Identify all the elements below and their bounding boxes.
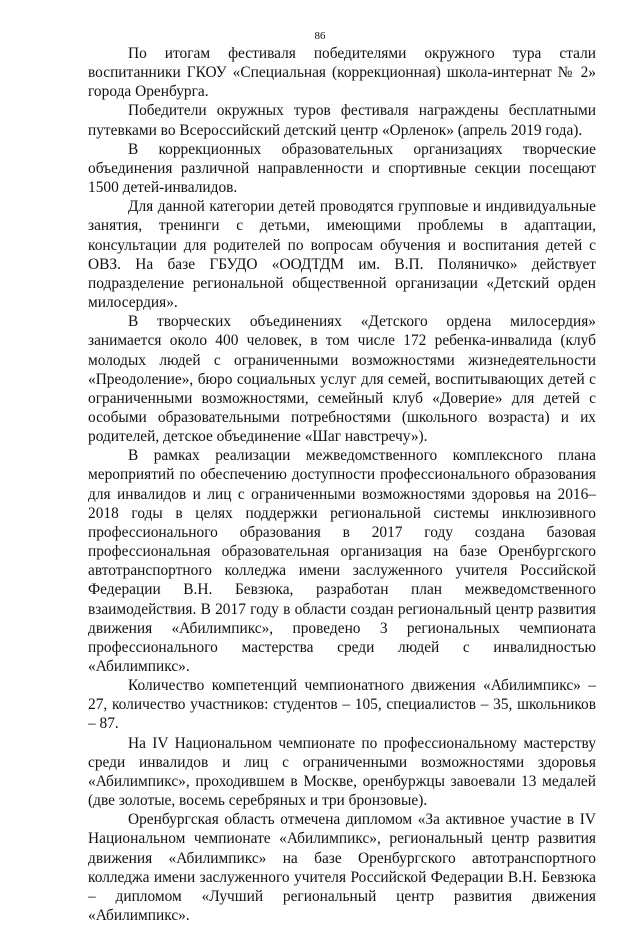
paragraph-festival-winners: По итогам фестиваля победителями окружного тура стали воспитанники ГКОУ «Специальная (коррекционная) школа-интернат № 2» города Оренбурга. — [88, 45, 596, 101]
paragraph-mercy-order-associations: В творческих объединениях «Детского ордена милосердия» занимается около 400 человек, в том числе 172 ребенка-инвалида (клуб молодых людей с ограниченными возможностями жизнедеятельности «Преодоление», бюро социальных услуг для семей, воспитывающих детей с ограниченными возможностями, семейный клуб «Доверие» для детей с особыми образовательными потребностями (школьного возраста) и их родителей, детское объединение «Шаг навстречу»). — [88, 313, 596, 446]
paragraph-orlenok-vouchers: Победители окружных туров фестиваля награждены бесплатными путевками во Всероссийский детский центр «Орленок» (апрель 2019 года). — [88, 102, 596, 139]
paragraph-interagency-plan: В рамках реализации межведомственного комплексного плана мероприятий по обеспечению доступности профессионального образования для инвалидов и лиц с ограниченными возможностями здоровья на 2016–2018 годы в целях поддержки региональной системы инклюзивного профессионального образования в 2017 году создана базовая профессиональная образовательная организация на базе Оренбургского автотранспортного колледжа имени заслуженного учителя Российской Федерации В.Н. Бевзюка, разработан план межведомственного взаимодействия. В 2017 году в области создан региональный центр развития движения «Абилимпикс», проведено 3 региональных чемпионата профессионального мастерства среди людей с инвалидностью «Абилимпикс». — [88, 447, 596, 675]
paragraph-competence-count: Количество компетенций чемпионатного движения «Абилимпикс» – 27, количество участников: студентов – 105, специалистов – 35, школьников – 87. — [88, 677, 596, 733]
page-number: 86 — [314, 30, 326, 42]
paragraph-group-individual-classes: Для данной категории детей проводятся групповые и индивидуальные занятия, тренинги с детьми, имеющими проблемы в адаптации, консультации для родителей по вопросам обучения и воспитания детей с ОВЗ. На базе ГБУДО «ООДТДМ им. В.П. Поляничко» действует подразделение региональной общественной организации «Детский орден милосердия». — [88, 198, 596, 312]
paragraph-correctional-organizations: В коррекционных образовательных организациях творческие объединения различной направленности и спортивные секции посещают 1500 детей-инвалидов. — [88, 140, 596, 197]
paragraph-region-diploma: Оренбургская область отмечена дипломом «За активное участие в IV Национальном чемпионате «Абилимпикс», региональный центр развития движения «Абилимпикс» на базе Оренбургского автотранспортного колледжа имени заслуженного учителя Российской Федерации В.Н. Бевзюка – дипломом «Лучший региональный центр развития движения «Абилимпикс». — [88, 811, 596, 925]
document-body — [88, 44, 596, 925]
paragraph-national-championship: На IV Национальном чемпионате по профессиональному мастерству среди инвалидов и лиц с ограниченными возможностями здоровья «Абилимпикс», проходившем в Москве, оренбуржцы завоевали 13 медалей (две золотые, восемь серебряных и три бронзовые). — [88, 734, 596, 810]
